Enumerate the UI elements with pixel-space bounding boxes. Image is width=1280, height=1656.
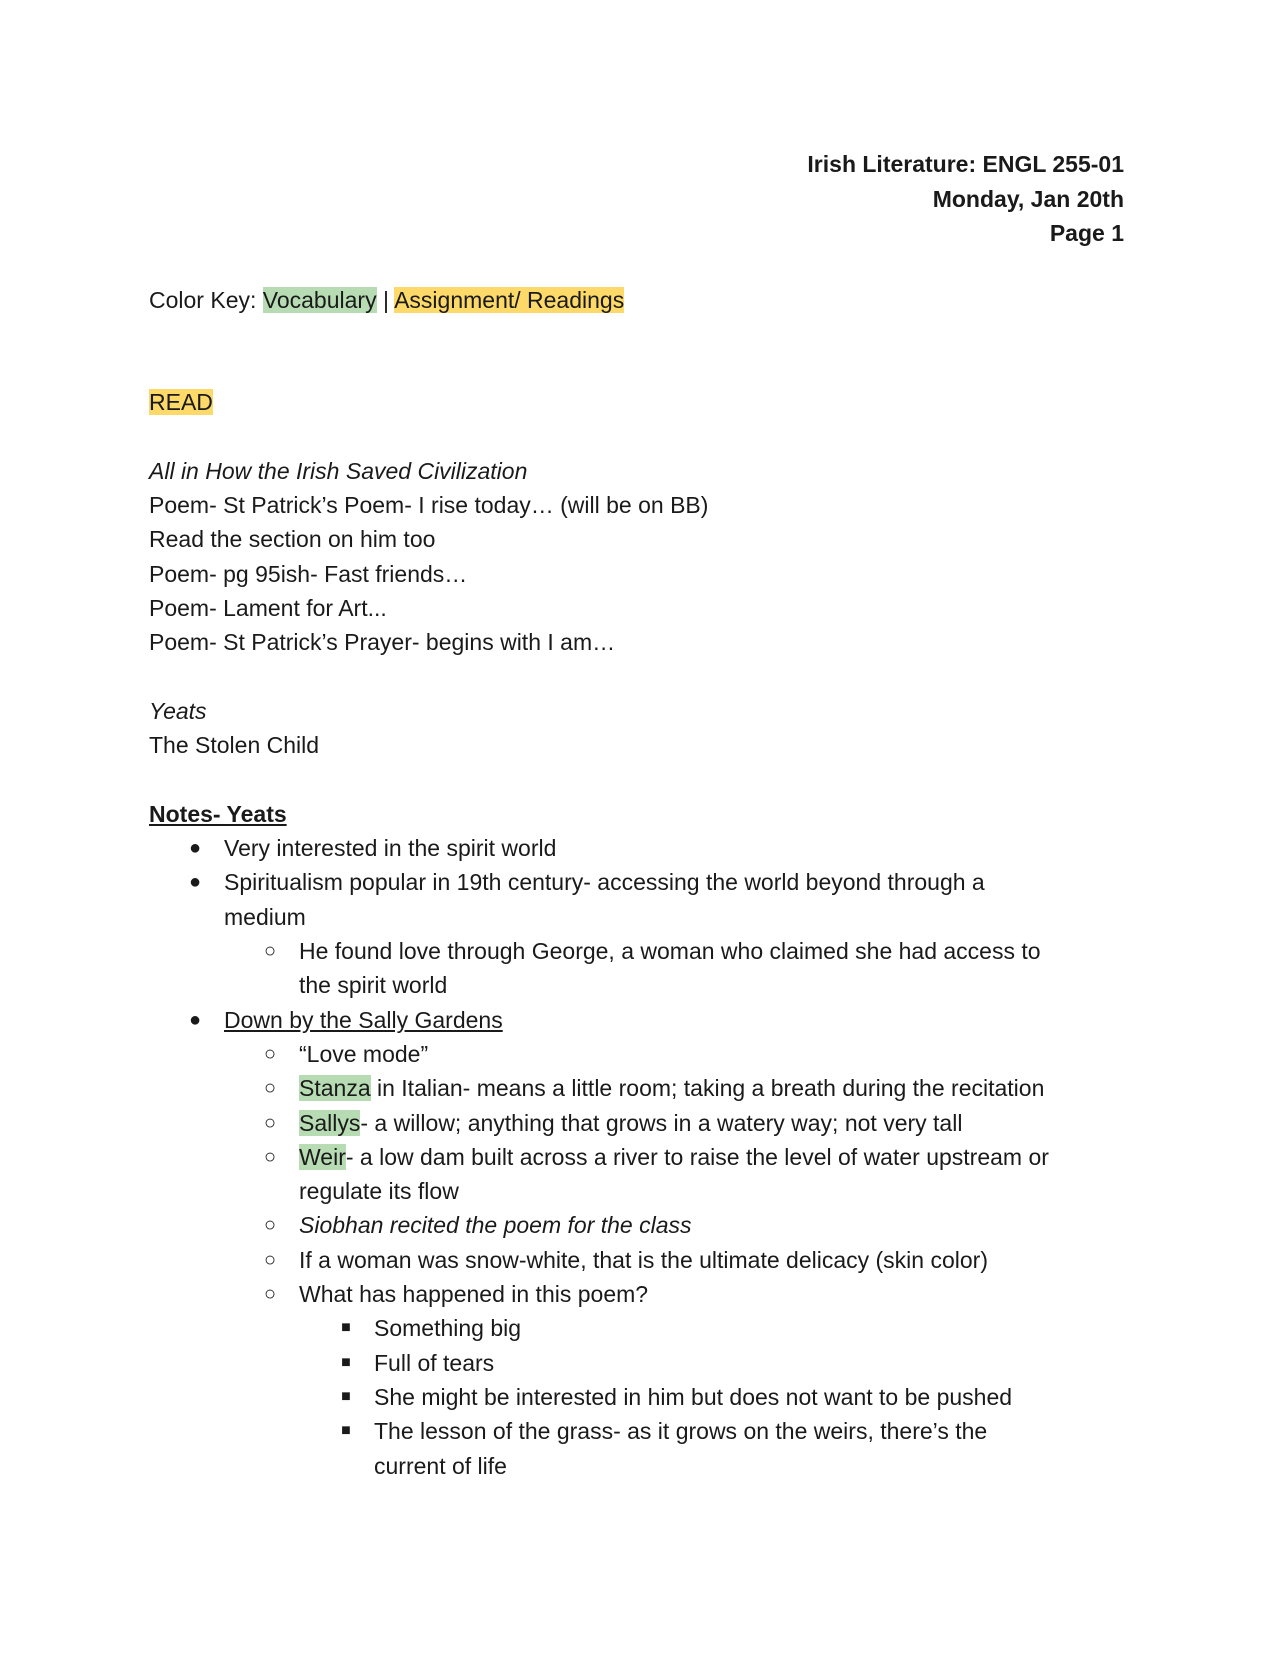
reading-item: Read the section on him too (149, 526, 436, 553)
bullet-circle: ○ (263, 1077, 277, 1100)
vocab-term: Sallys (299, 1109, 361, 1136)
list-item: ■ She might be interested in him but does not want to be pushed (149, 1380, 1129, 1414)
document-body (149, 283, 1129, 1483)
vocab-term: Weir (299, 1143, 346, 1170)
list-item: ○ Weir- a low dam built across a river to raise the level of water upstream or regulate its flow (149, 1140, 1129, 1209)
vocab-term: Stanza (299, 1075, 371, 1102)
notes-list (149, 831, 1129, 934)
bullet-circle: ○ (263, 1248, 277, 1271)
color-key-separator: | (376, 287, 395, 313)
bullet-square: ■ (341, 1422, 351, 1440)
color-key-label: Color Key: (149, 287, 263, 313)
color-key-vocabulary: Vocabulary (262, 287, 377, 313)
poem-title: Down by the Sally Gardens (224, 1006, 503, 1033)
list-item: ○ Siobhan recited the poem for the class (149, 1208, 1129, 1242)
page-number: Page 1 (1049, 220, 1124, 246)
bullet-square: ■ (341, 1387, 351, 1405)
class-date: Monday, Jan 20th (932, 185, 1124, 212)
bullet-circle: ○ (263, 1111, 277, 1134)
bullet-disc: ● (188, 871, 202, 894)
reading-item: The Stolen Child (149, 732, 320, 759)
notes-heading: Notes- Yeats (149, 800, 287, 827)
list-item (149, 1003, 1129, 1037)
reading-source-yeats: Yeats (149, 697, 207, 724)
list-item: ○ Stanza in Italian- means a little room; taking a breath during the recitation (149, 1071, 1129, 1105)
reading-item: Poem- Lament for Art... (149, 595, 387, 622)
bullet-circle: ○ (263, 1145, 277, 1168)
list-item: ○ “Love mode” (149, 1037, 1129, 1071)
color-key (149, 283, 1129, 317)
bullet-circle: ○ (263, 1283, 277, 1306)
bullet-disc: ● (188, 1008, 202, 1031)
list-item: ○ Sallys- a willow; anything that grows in a watery way; not very tall (149, 1106, 1129, 1140)
read-heading: READ (149, 389, 213, 416)
reading-item: Poem- St Patrick’s Prayer- begins with I am… (149, 629, 616, 656)
list-item: ■ Something big (149, 1311, 1129, 1345)
document-header (807, 147, 1124, 251)
reading-item: Poem- St Patrick’s Poem- I rise today… (will be on BB) (149, 492, 709, 519)
bullet-square: ■ (341, 1353, 351, 1371)
list-item: ○ What has happened in this poem? (149, 1277, 1129, 1311)
list-item: ● Very interested in the spirit world (149, 831, 1129, 865)
list-item: ○ If a woman was snow-white, that is the ultimate delicacy (skin color) (149, 1243, 1129, 1277)
bullet-disc: ● (188, 837, 202, 860)
color-key-assignment: Assignment/ Readings (394, 287, 625, 313)
list-item: ● Spiritualism popular in 19th century- accessing the world beyond through a medium (149, 865, 1129, 934)
reading-item: Poem- pg 95ish- Fast friends… (149, 560, 468, 587)
bullet-circle: ○ (263, 1042, 277, 1065)
list-item: ○ He found love through George, a woman who claimed she had access to the spirit world (149, 934, 1129, 1003)
bullet-circle: ○ (263, 1214, 277, 1237)
bullet-square: ■ (341, 1319, 351, 1337)
reading-source-book: All in How the Irish Saved Civilization (149, 457, 528, 484)
bullet-circle: ○ (263, 940, 277, 963)
list-item: ■ The lesson of the grass- as it grows on the weirs, there’s the current of life (149, 1414, 1129, 1483)
course-title: Irish Literature: ENGL 255-01 (807, 151, 1124, 177)
list-item: ■ Full of tears (149, 1346, 1129, 1380)
